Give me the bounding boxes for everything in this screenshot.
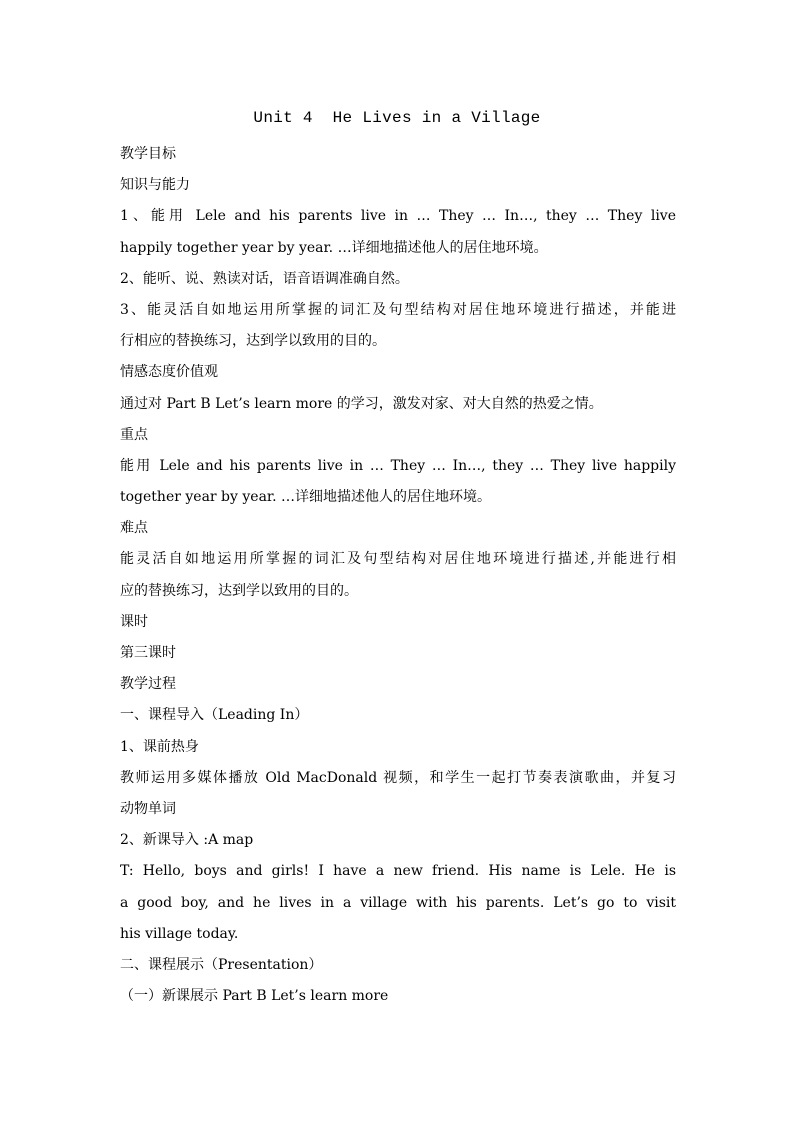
section-presentation: 二、课程展示（Presentation） bbox=[120, 956, 323, 973]
key-point-line-1: 能用 Lele and his parents live in … They … In…, they … They live happily bbox=[120, 457, 676, 474]
subsection-part-b: （一）新课展示 Part B Let’s learn more bbox=[120, 988, 389, 1005]
heading-teaching-process: 教学过程 bbox=[120, 676, 176, 693]
goal-1-line-1: 1、能用 Lele and his parents live in … They … In…, they … They live bbox=[120, 208, 676, 225]
document-body bbox=[120, 139, 676, 1012]
dialogue-line-3: his village today. bbox=[120, 925, 239, 942]
lesson-period-value: 第三课时 bbox=[120, 645, 176, 661]
section-leading-in: 一、课程导入（Leading In） bbox=[120, 707, 309, 724]
difficult-point-line-1: 能灵活自如地运用所掌握的词汇及句型结构对居住地环境进行描述,并能进行相 bbox=[120, 551, 676, 568]
goal-3-line-1: 3、能灵活自如地运用所掌握的词汇及句型结构对居住地环境进行描述，并能进 bbox=[120, 301, 676, 318]
heading-lesson-period: 课时 bbox=[120, 613, 148, 630]
goal-3-line-2: 行相应的替换练习，达到学以致用的目的。 bbox=[120, 333, 386, 350]
warm-up-line-2: 动物单词 bbox=[120, 800, 176, 817]
subsection-warm-up: 1、课前热身 bbox=[120, 738, 199, 755]
heading-knowledge-ability: 知识与能力 bbox=[120, 177, 190, 194]
dialogue-line-2: a good boy, and he lives in a village with his parents. Let’s go to visit bbox=[120, 894, 676, 911]
heading-difficult-points: 难点 bbox=[120, 520, 148, 537]
goal-1-line-2: happily together year by year. …详细地描述他人的居住地环境。 bbox=[120, 239, 548, 256]
warm-up-line-1: 教师运用多媒体播放 Old MacDonald 视频，和学生一起打节奏表演歌曲，并复习 bbox=[120, 769, 676, 786]
document-title: Unit 4 He Lives in a Village bbox=[253, 109, 541, 127]
subsection-new-lesson-intro: 2、新课导入 :A map bbox=[120, 832, 254, 849]
emotion-goal: 通过对 Part B Let’s learn more 的学习，激发对家、对大自然的热爱之情。 bbox=[120, 395, 603, 412]
goal-2: 2、能听、说、熟读对话，语音语调准确自然。 bbox=[120, 270, 409, 287]
heading-emotion-values: 情感态度价值观 bbox=[120, 364, 218, 381]
heading-key-points: 重点 bbox=[120, 426, 148, 443]
heading-teaching-goals: 教学目标 bbox=[120, 146, 176, 162]
key-point-line-2: together year by year. …详细地描述他人的居住地环境。 bbox=[120, 489, 491, 506]
dialogue-line-1: T: Hello, boys and girls! I have a new friend. His name is Lele. He is bbox=[120, 863, 676, 880]
difficult-point-line-2: 应的替换练习，达到学以致用的目的。 bbox=[120, 582, 358, 599]
